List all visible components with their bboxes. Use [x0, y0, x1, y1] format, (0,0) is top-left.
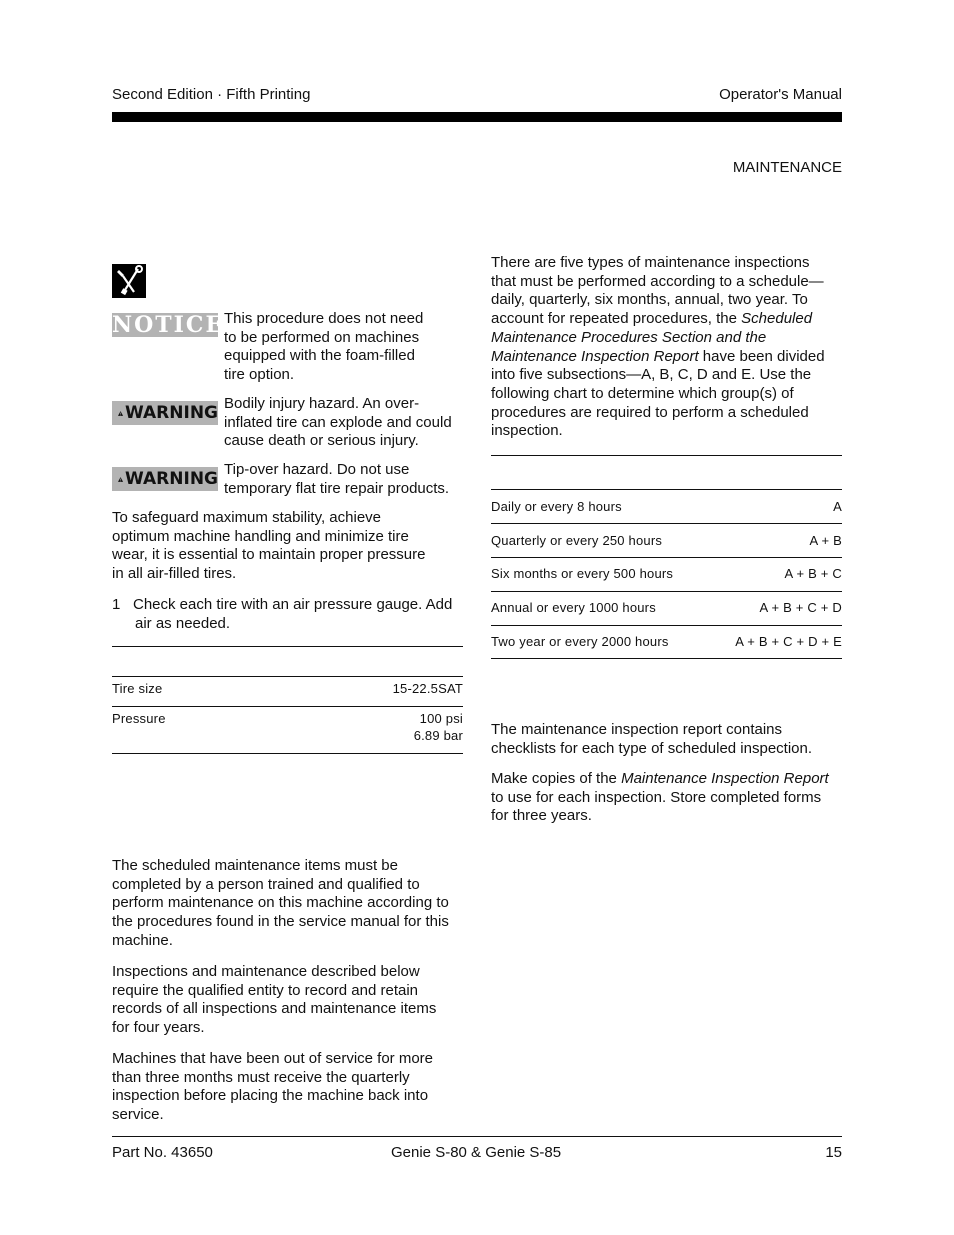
warning-label: WARNING [125, 469, 218, 489]
paragraph-line: To safeguard maximum stability, achieve [112, 509, 382, 526]
step-line: Check each tire with an air pressure gauge. Add [133, 596, 453, 613]
warning-triangle-icon [118, 407, 123, 420]
paragraph-line: machine. [112, 931, 173, 949]
table-row [112, 711, 463, 751]
paragraph-line [491, 348, 843, 367]
table-rule [112, 706, 463, 707]
tire-size-label: Tire size [112, 681, 163, 696]
records-paragraph [112, 963, 464, 1038]
copies-paragraph [491, 770, 843, 826]
paragraph-line: in all air-filled tires. [112, 565, 237, 583]
table-rule [491, 557, 842, 558]
paragraph-line: that must be performed according to a schedule— [491, 272, 824, 290]
table-rule [491, 625, 842, 626]
paragraph-line: to use for each inspection. Store completed forms [491, 788, 822, 806]
warning-badge [112, 401, 218, 425]
step-text [133, 596, 465, 633]
inspection-types-paragraph [491, 254, 843, 441]
text-run: Make copies of the [491, 770, 622, 787]
paragraph-line: completed by a person trained and qualified to [112, 875, 420, 893]
table-row [491, 566, 842, 582]
footer-model: Genie S-80 & Genie S-85 [391, 1144, 562, 1161]
paragraph-line: inspection. [491, 422, 563, 440]
warning-badge [112, 467, 218, 491]
groups-cell: A + B + C + D [759, 600, 842, 615]
paragraph-line: optimum machine handling and minimize tire [112, 527, 409, 545]
groups-cell: A [833, 499, 842, 514]
interval-cell: Daily or every 8 hours [491, 499, 622, 514]
italic-title: Maintenance Procedures Section and the [491, 328, 767, 346]
table-rule [112, 753, 463, 754]
table-rule [491, 591, 842, 592]
table-row [491, 533, 842, 549]
pressure-bar-value: 6.89 bar [413, 728, 463, 743]
groups-cell: A + B [809, 533, 842, 548]
paragraph-line: for three years. [491, 807, 592, 825]
wrench-screwdriver-icon [112, 264, 146, 298]
table-rule [491, 523, 842, 524]
groups-cell: A + B + C + D + E [735, 634, 842, 649]
interval-cell: Annual or every 1000 hours [491, 600, 656, 615]
warning-text-overinflation [224, 395, 464, 451]
italic-title: Scheduled [741, 310, 813, 328]
report-paragraph [491, 721, 843, 758]
schedule-table [491, 489, 842, 660]
warning-line: cause death or serious injury. [224, 432, 419, 450]
paragraph-line: The maintenance inspection report contains [491, 721, 783, 738]
paragraph-line: service. [112, 1106, 164, 1124]
table-row [491, 634, 842, 650]
header-manual-title: Operator's Manual [719, 86, 842, 103]
paragraph-line [491, 310, 843, 329]
table-row [491, 600, 842, 616]
pressure-psi-value: 100 psi [419, 711, 463, 726]
table-rule [112, 646, 463, 647]
paragraph-line: Inspections and maintenance described below [112, 963, 420, 980]
paragraph-line: records of all inspections and maintenance items [112, 1000, 437, 1018]
table-rule [491, 658, 842, 659]
tire-spec-table [112, 676, 463, 754]
warning-text-tipover [224, 461, 464, 498]
footer-rule [112, 1136, 842, 1137]
paragraph-line: require the qualified entity to record and retain [112, 981, 419, 999]
paragraph-line: following chart to determine which group(s) of [491, 384, 794, 402]
italic-title: Maintenance Inspection Report [491, 347, 699, 365]
step-line: air as needed. [135, 614, 231, 632]
table-row [112, 681, 463, 705]
step-number: 1 [112, 596, 121, 613]
qualified-person-paragraph [112, 857, 464, 951]
paragraph-line: for four years. [112, 1019, 205, 1037]
paragraph-line: into five subsections—A, B, C, D and E. Use the [491, 366, 812, 384]
warning-triangle-icon [118, 473, 123, 486]
out-of-service-paragraph [112, 1050, 464, 1125]
warning-line: Tip-over hazard. Do not use [224, 461, 410, 478]
table-rule [491, 455, 842, 456]
pressure-label: Pressure [112, 711, 166, 726]
warning-line: Bodily injury hazard. An over- [224, 395, 420, 412]
text-run: account for repeated procedures, the [491, 310, 742, 328]
notice-badge: NOTICE [112, 312, 225, 338]
table-rule [491, 489, 842, 490]
paragraph-line: The scheduled maintenance items must be [112, 857, 398, 874]
paragraph-line: the procedures found in the service manual for this [112, 913, 449, 931]
paragraph-line: checklists for each type of scheduled inspection. [491, 739, 813, 757]
notice-line: equipped with the foam-filled [224, 347, 415, 365]
warning-line: temporary flat tire repair products. [224, 479, 450, 497]
italic-title: Maintenance Inspection Report [621, 770, 829, 787]
notice-line: tire option. [224, 366, 295, 384]
paragraph-line: Machines that have been out of service for more [112, 1050, 434, 1067]
interval-cell: Six months or every 500 hours [491, 566, 674, 581]
notice-line: to be performed on machines [224, 328, 420, 346]
interval-cell: Two year or every 2000 hours [491, 634, 669, 649]
paragraph-line [491, 770, 843, 789]
notice-line: This procedure does not need [224, 310, 424, 327]
warning-line: inflated tire can explode and could [224, 413, 452, 431]
warning-label: WARNING [125, 403, 218, 423]
header-bar [112, 112, 842, 122]
paragraph-line: daily, quarterly, six months, annual, two year. To [491, 291, 808, 309]
notice-text [224, 310, 464, 385]
paragraph-line: procedures are required to perform a scheduled [491, 403, 809, 421]
paragraph-line [491, 329, 843, 348]
interval-cell: Quarterly or every 250 hours [491, 533, 663, 548]
tire-pressure-intro [112, 509, 464, 584]
paragraph-line: inspection before placing the machine back into [112, 1087, 429, 1105]
paragraph-line: There are five types of maintenance inspections [491, 254, 810, 271]
section-label: MAINTENANCE [732, 159, 842, 176]
table-row [491, 499, 842, 515]
tire-size-value: 15-22.5SAT [392, 681, 463, 696]
paragraph-line: than three months must receive the quarterly [112, 1068, 410, 1086]
header-edition: Second Edition · Fifth Printing [112, 86, 311, 103]
paragraph-line: wear, it is essential to maintain proper pressure [112, 546, 426, 564]
footer-part-number: Part No. 43650 [112, 1144, 213, 1161]
groups-cell: A + B + C [784, 566, 842, 581]
text-run: have been divided [698, 347, 825, 365]
footer-page-number: 15 [825, 1144, 842, 1161]
paragraph-line: perform maintenance on this machine according to [112, 894, 449, 912]
